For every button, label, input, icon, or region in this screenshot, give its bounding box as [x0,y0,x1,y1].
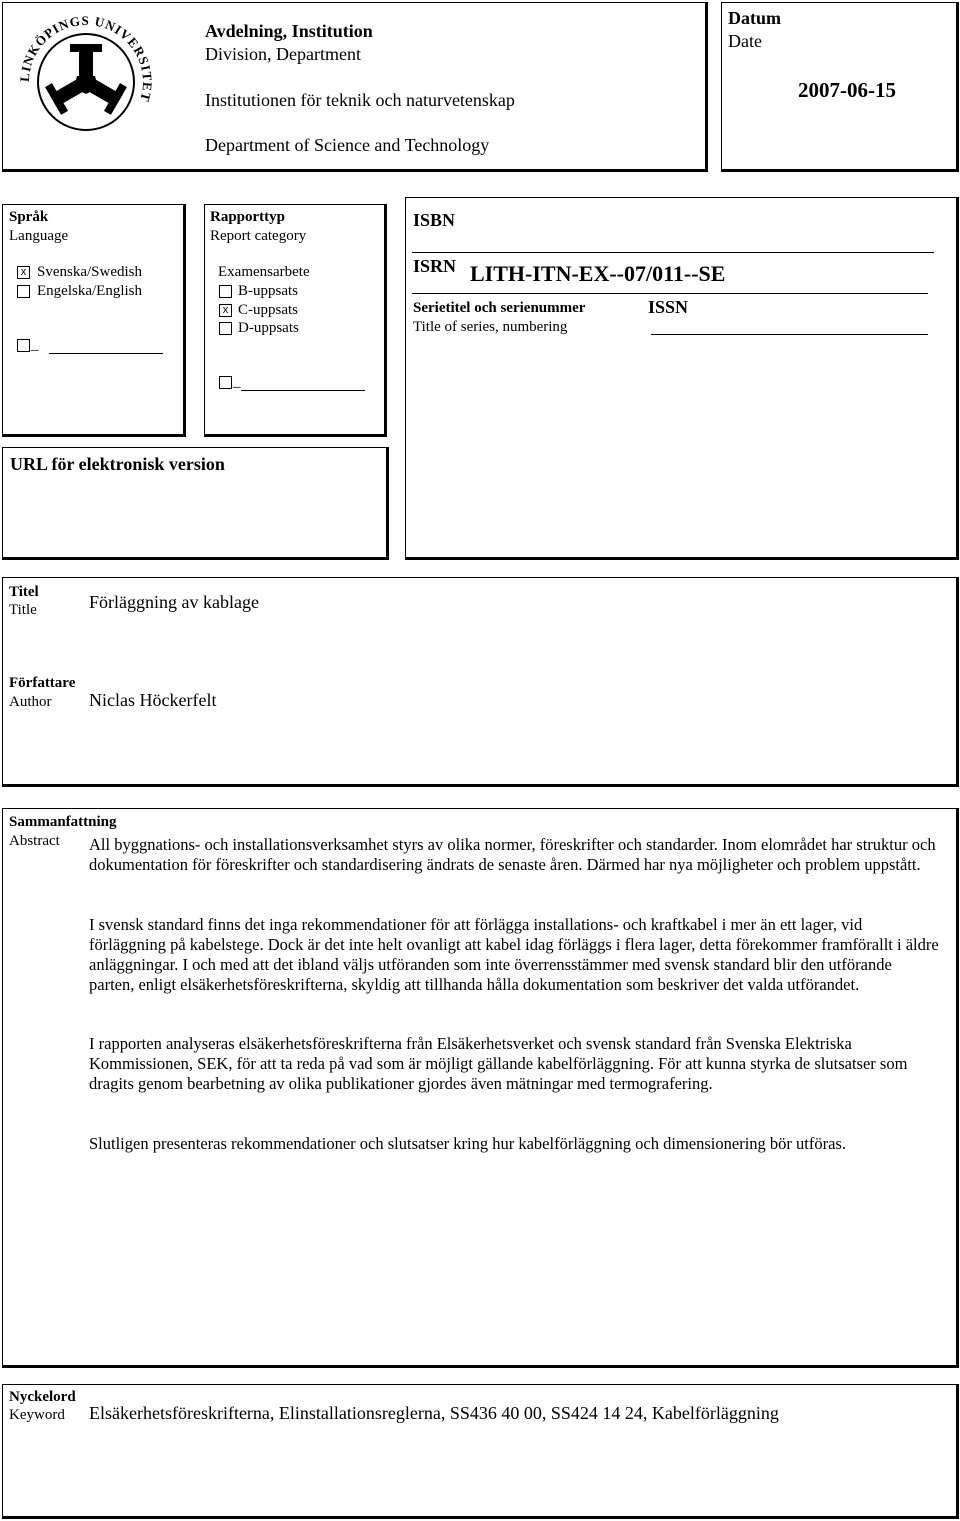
other-language-checkbox[interactable] [17,339,30,352]
english-option-label: Engelska/English [37,283,142,299]
d-uppsats-label: D-uppsats [238,320,299,336]
date-value: 2007-06-15 [798,78,896,102]
isrn-label: ISRN [413,256,457,276]
other-report-mark: _ [233,374,241,390]
title-label-en: Title [9,602,37,618]
isbn-line [412,252,934,253]
department-label-sv: Avdelning, Institution [205,21,373,41]
date-box [721,2,959,172]
b-uppsats-checkbox[interactable] [219,285,232,298]
other-language-mark: _ [31,337,39,353]
institution-sv: Institutionen för teknik och naturvetenskap [205,90,515,110]
isbn-label: ISBN [413,210,456,230]
abstract-box [2,808,959,1368]
issn-line [651,334,928,335]
author-label-en: Author [9,694,52,710]
english-checkbox[interactable] [17,285,30,298]
c-uppsats-label: C-uppsats [238,302,298,318]
department-label-en: Division, Department [205,44,361,64]
report-label-en: Report category [210,228,307,244]
author-value: Niclas Höckerfelt [89,690,217,710]
keyword-value: Elsäkerhetsföreskrifterna, Elinstallationsreglerna, SS436 40 00, SS424 14 24, Kabelförläggning [89,1403,779,1423]
keyword-label-sv: Nyckelord [9,1389,76,1405]
other-language-line [49,353,163,354]
report-category-box [204,204,387,437]
keyword-box [2,1384,959,1519]
c-uppsats-checkbox[interactable]: x [219,304,232,317]
language-label-sv: Språk [9,209,49,225]
swedish-checkbox[interactable]: x [17,266,30,279]
isrn-line [412,293,928,294]
abstract-paragraph-2: I svensk standard finns det inga rekommendationer för att förlägga installations- och kraftkabel i mer än ett lager, vid förläggning på kabelstege. Dock är det inte helt ovanligt att kabel idag förläggs i flera lager, detta förekommer framförallt i äldre anläggningar. I och med att det ibland väljs utföranden som inte överrensstämmer med svensk standard blir den utförande parten, enligt elsäkerhetsföreskrifterna, skyldig att tillhanda hålla dokumentation som beskriver det valda utförandet. [89,915,939,994]
other-report-checkbox[interactable] [219,376,232,389]
isrn-value: LITH-ITN-EX--07/011--SE [470,261,726,286]
university-logo [11,7,161,157]
swedish-option-label: Svenska/Swedish [37,264,142,280]
title-author-box [2,577,959,787]
institution-en: Department of Science and Technology [205,135,490,155]
report-label-sv: Rapporttyp [210,209,286,225]
d-uppsats-checkbox[interactable] [219,322,232,335]
abstract-paragraph-1: All byggnations- och installationsverksamhet styrs av olika normer, föreskrifter och standarder. Inom elområdet har struktur och dokumentation för föreskrifter och standardisering ändrats de senaste åren. Därmed har nya möjligheter och problem uppstått. [89,835,936,874]
date-label-en: Date [728,31,762,51]
series-label-en: Title of series, numbering [413,319,568,335]
abstract-label-en: Abstract [9,833,60,849]
abstract-paragraph-4: Slutligen presenteras rekommendationer och slutsatser kring hur kabelförläggning och dimensionering bör utföras. [89,1134,846,1153]
language-label-en: Language [9,228,69,244]
issn-label: ISSN [648,297,689,317]
abstract-paragraph-3: I rapporten analyseras elsäkerhetsföreskrifterna från Elsäkerhetsverket och svensk standard från Svenska Elektriska Kommissionen, SEK, för att ta reda på vad som är möjligt gällande kabelförläggning. För att kunna styrka de slutsatser som dragits genom bearbetning av olika publikationer gjordes även mätningar med termografering. [89,1034,908,1093]
keyword-label-en: Keyword [9,1407,65,1423]
svg-text:LINKÖPINGS UNIVERSITET: LINKÖPINGS UNIVERSITET [16,12,156,104]
report-heading: Examensarbete [218,264,310,280]
url-label: URL för elektronisk version [10,454,225,474]
series-label-sv: Serietitel och serienummer [413,300,586,316]
title-label-sv: Titel [9,584,39,600]
language-box [2,204,186,437]
author-label-sv: Författare [9,675,76,691]
abstract-label-sv: Sammanfattning [9,814,117,830]
other-report-line [241,390,365,391]
date-label-sv: Datum [728,8,781,28]
department-box [2,2,708,172]
url-box [2,447,389,560]
title-value: Förläggning av kablage [89,592,259,612]
isbn-box [405,197,959,560]
b-uppsats-label: B-uppsats [238,283,298,299]
